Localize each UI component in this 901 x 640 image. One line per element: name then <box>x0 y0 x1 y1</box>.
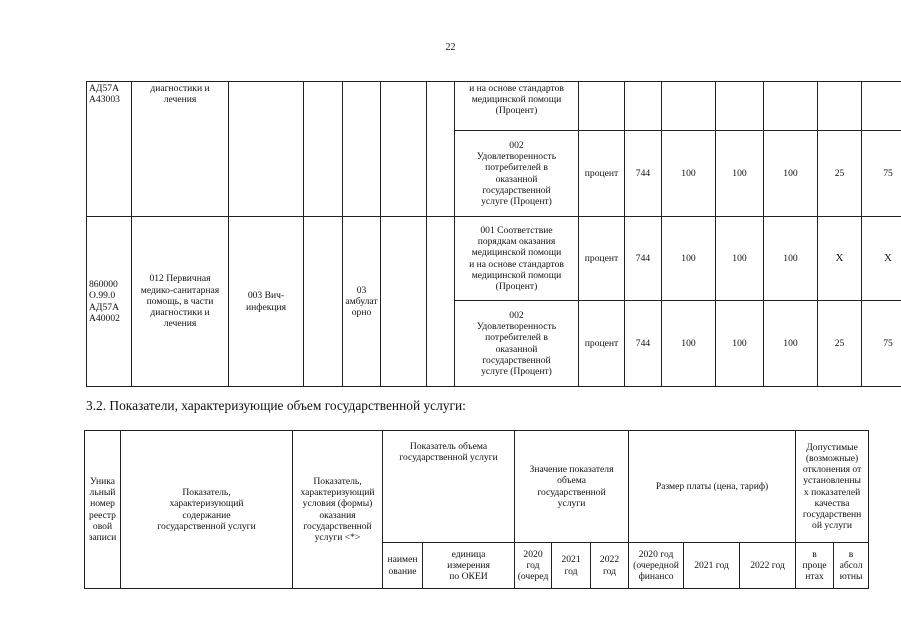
subheader-name <box>383 543 423 589</box>
value-2022: 100 <box>764 131 818 217</box>
indicator-text: 001 Соответствие порядкам оказания медицинской помощи и на основе стандартов медицинской помощи (Процент) <box>469 224 564 292</box>
service-content-cell <box>132 82 229 217</box>
indicator-cell <box>455 301 579 387</box>
subheader-text: 2022 год <box>599 554 620 577</box>
subheader-text: 2020 год (очеред <box>517 548 549 583</box>
deviation-absolute: Х <box>862 217 901 301</box>
deviation-absolute: 75 <box>862 301 901 387</box>
okei-cell: 744 <box>625 301 662 387</box>
section-heading: 3.2. Показатели, характеризующие объем государственной услуги: <box>86 398 466 413</box>
registry-code-cell <box>87 82 132 217</box>
empty-cell <box>304 82 343 217</box>
empty-cell <box>304 217 343 387</box>
indicator-cell <box>455 217 579 301</box>
value-2020: 100 <box>662 301 716 387</box>
empty-cell <box>343 82 381 217</box>
okei-cell: 744 <box>625 217 662 301</box>
header-text: Показатель, характеризующий содержание государственной услуги <box>157 487 256 532</box>
subheader-fee-2020 <box>629 543 684 589</box>
volume-indicators-table <box>84 430 869 589</box>
subheader-fee-2021 <box>684 543 740 589</box>
okei-cell: 744 <box>625 131 662 217</box>
deviation-percent: 25 <box>818 301 862 387</box>
service-condition: 03 амбулат орно <box>345 284 378 319</box>
subheader-deviation-percent <box>796 543 834 589</box>
empty-cell <box>716 82 764 131</box>
service-content-2: 003 Вич- инфекция <box>245 290 287 313</box>
header-text: Размер платы (цена, тариф) <box>655 480 769 492</box>
indicator-text: и на основе стандартов медицинской помощи (Процент) <box>469 83 564 117</box>
subheader-text: 2020 год (очередной финансо <box>633 548 679 583</box>
subheader-text: 2021 год <box>561 554 581 577</box>
indicator-cell <box>455 131 579 217</box>
empty-cell <box>229 82 304 217</box>
header-service-content <box>121 431 293 589</box>
unit-cell: процент <box>579 217 625 301</box>
quality-indicators-table <box>86 81 901 387</box>
header-service-conditions <box>293 431 383 589</box>
value-2021: 100 <box>716 301 764 387</box>
page-number: 22 <box>445 42 456 53</box>
header-volume-indicator <box>383 431 515 543</box>
empty-cell <box>427 217 455 387</box>
indicator-text: 002 Удовлетворенность потребителей в оказанной государственной услуге (Процент) <box>476 309 557 377</box>
registry-code: АД57А А43003 <box>89 83 120 106</box>
subheader-deviation-absolute <box>834 543 869 589</box>
service-content-cell <box>132 217 229 387</box>
subheader-year-2021 <box>552 543 591 589</box>
service-content: диагностики и лечения <box>150 83 210 106</box>
empty-cell <box>381 217 427 387</box>
service-content-2-cell <box>229 217 304 387</box>
header-text: Показатель объема государственной услуги <box>399 441 498 464</box>
value-2020: 100 <box>662 217 716 301</box>
registry-code: 860000 О.99.0 АД57А А40002 <box>89 279 120 324</box>
subheader-text: наимен ование <box>387 554 418 577</box>
unit-cell: процент <box>579 301 625 387</box>
subheader-text: единица измерения по ОКЕИ <box>447 548 490 583</box>
service-content: 012 Первичная медико-санитарная помощь, в части диагностики и лечения <box>140 273 220 330</box>
header-text: Допустимые (возможные) отклонения от установленны х показателей качества государственн ой услуги <box>802 441 862 532</box>
header-text: Уника льный номер реестр овой записи <box>88 475 117 543</box>
header-fee <box>629 431 796 543</box>
header-unique-number <box>85 431 121 589</box>
deviation-absolute: 75 <box>862 131 901 217</box>
subheader-unit-okei <box>423 543 515 589</box>
header-deviation <box>796 431 869 543</box>
deviation-percent: 25 <box>818 131 862 217</box>
subheader-year-2020 <box>515 543 552 589</box>
subheader-text: в абсол ютны <box>839 548 863 583</box>
indicator-cell <box>455 82 579 131</box>
value-2021: 100 <box>716 131 764 217</box>
subheader-text: 2021 год <box>694 559 729 571</box>
value-2022: 100 <box>764 217 818 301</box>
empty-cell <box>579 82 625 131</box>
header-volume-value <box>515 431 629 543</box>
subheader-text: 2022 год <box>750 559 785 571</box>
header-text: Показатель, характеризующий условия (формы) оказания государственной услуги <*> <box>300 475 375 543</box>
empty-cell <box>625 82 662 131</box>
empty-cell <box>427 82 455 217</box>
registry-code-cell <box>87 217 132 387</box>
deviation-percent: Х <box>818 217 862 301</box>
value-2022: 100 <box>764 301 818 387</box>
service-condition-cell <box>343 217 381 387</box>
empty-cell <box>381 82 427 217</box>
value-2020: 100 <box>662 131 716 217</box>
empty-cell <box>862 82 901 131</box>
subheader-year-2022 <box>591 543 629 589</box>
indicator-text: 002 Удовлетворенность потребителей в оказанной государственной услуге (Процент) <box>476 139 557 207</box>
subheader-fee-2022 <box>740 543 796 589</box>
empty-cell <box>662 82 716 131</box>
subheader-text: в проце нтах <box>802 548 827 583</box>
empty-cell <box>764 82 818 131</box>
empty-cell <box>818 82 862 131</box>
value-2021: 100 <box>716 217 764 301</box>
unit-cell: процент <box>579 131 625 217</box>
header-text: Значение показателя объема государственной услуги <box>529 464 614 509</box>
